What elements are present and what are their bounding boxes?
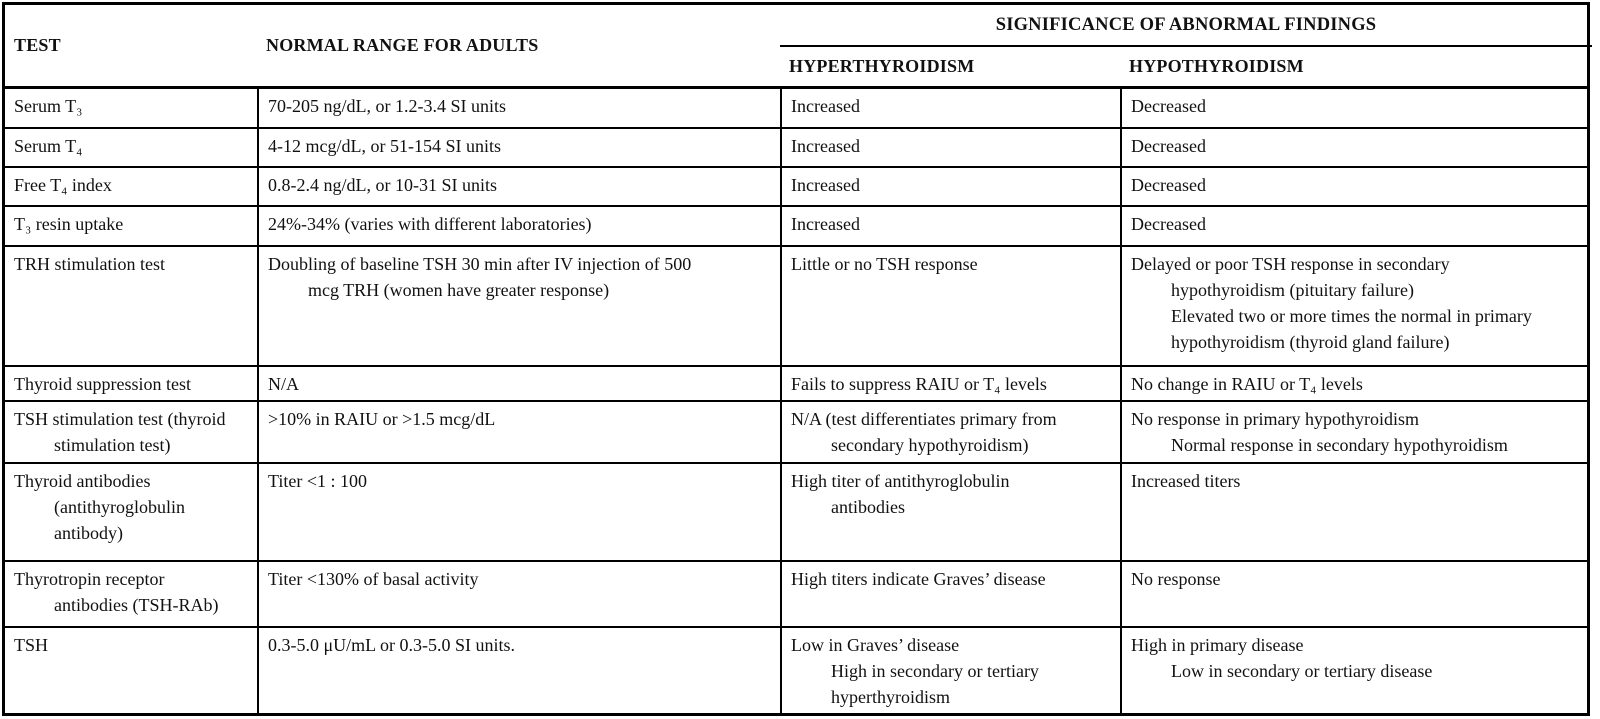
cell-line: T₃ resin uptake — [14, 214, 124, 234]
cell-hyper — [780, 207, 1120, 245]
cell-hypo — [1120, 367, 1587, 400]
cell-line: Thyroid antibodies — [14, 471, 151, 491]
cell-hypo — [1120, 168, 1587, 205]
cell-line: TSH stimulation test (thyroid — [14, 409, 226, 429]
cell-line: TRH stimulation test — [14, 254, 165, 274]
cell-line: Low in secondary or tertiary disease — [1171, 661, 1433, 681]
cell-line: Low in Graves’ disease — [791, 635, 960, 655]
cell-hyper — [780, 168, 1120, 205]
cell-line: >10% in RAIU or >1.5 mcg/dL — [268, 409, 496, 429]
header-significance-group — [780, 5, 1592, 86]
cell-line: High titers indicate Graves’ disease — [791, 569, 1046, 589]
cell-test — [5, 89, 257, 127]
cell-line: mcg TRH (women have greater response) — [308, 280, 610, 300]
cell-line: antibodies — [831, 497, 905, 517]
cell-line: stimulation test) — [54, 435, 171, 455]
header-test-label: TEST — [14, 35, 61, 55]
header-hyperthyroidism-label: HYPERTHYROIDISM — [789, 56, 975, 76]
cell-line: 4-12 mcg/dL, or 51-154 SI units — [268, 136, 501, 156]
cell-test — [5, 402, 257, 462]
table-row — [5, 560, 1587, 626]
cell-normal — [257, 247, 780, 365]
cell-normal — [257, 367, 780, 400]
cell-line: Serum T₄ — [14, 136, 83, 156]
cell-normal — [257, 464, 780, 560]
header-normal-range-label: NORMAL RANGE FOR ADULTS — [266, 35, 539, 55]
cell-test — [5, 168, 257, 205]
cell-hyper — [780, 402, 1120, 462]
header-normal-range-cell — [257, 5, 780, 86]
cell-line: Thyrotropin receptor — [14, 569, 165, 589]
table-row — [5, 127, 1587, 166]
cell-normal — [257, 562, 780, 626]
table-row — [5, 462, 1587, 560]
cell-line: High in secondary or tertiary — [831, 661, 1039, 681]
thyroid-function-tests-table — [2, 2, 1590, 716]
cell-line: secondary hypothyroidism) — [831, 435, 1029, 455]
table-row — [5, 626, 1587, 713]
table-header — [5, 5, 1587, 89]
cell-line: 70-205 ng/dL, or 1.2-3.4 SI units — [268, 96, 506, 116]
cell-hypo — [1120, 628, 1587, 713]
cell-test — [5, 562, 257, 626]
cell-line: High in primary disease — [1131, 635, 1304, 655]
cell-hyper — [780, 464, 1120, 560]
cell-line: Increased — [791, 214, 860, 234]
cell-line: Decreased — [1131, 175, 1206, 195]
table-row — [5, 166, 1587, 205]
cell-hypo — [1120, 89, 1587, 127]
cell-hypo — [1120, 207, 1587, 245]
cell-test — [5, 247, 257, 365]
header-subcolumns — [780, 47, 1592, 86]
cell-line: No change in RAIU or T₄ levels — [1131, 374, 1363, 394]
cell-line: hypothyroidism (thyroid gland failure) — [1171, 332, 1450, 352]
cell-line: N/A — [268, 374, 299, 394]
cell-line: hyperthyroidism — [831, 687, 950, 707]
cell-hyper — [780, 247, 1120, 365]
table-row — [5, 205, 1587, 245]
table-body — [5, 89, 1587, 713]
cell-line: Increased — [791, 96, 860, 116]
cell-line: antibodies (TSH-RAb) — [54, 595, 219, 615]
cell-line: Thyroid suppression test — [14, 374, 191, 394]
cell-line: Decreased — [1131, 96, 1206, 116]
cell-line: Serum T₃ — [14, 96, 83, 116]
cell-line: Titer <130% of basal activity — [268, 569, 479, 589]
cell-normal — [257, 168, 780, 205]
cell-test — [5, 129, 257, 166]
cell-line: High titer of antithyroglobulin — [791, 471, 1010, 491]
cell-line: Decreased — [1131, 214, 1206, 234]
cell-line: Increased titers — [1131, 471, 1241, 491]
cell-line: hypothyroidism (pituitary failure) — [1171, 280, 1414, 300]
cell-hyper — [780, 129, 1120, 166]
cell-hypo — [1120, 247, 1587, 365]
cell-line: Increased — [791, 175, 860, 195]
table-row — [5, 245, 1587, 365]
cell-hyper — [780, 367, 1120, 400]
cell-normal — [257, 402, 780, 462]
cell-test — [5, 464, 257, 560]
cell-normal — [257, 129, 780, 166]
cell-test — [5, 628, 257, 713]
cell-hypo — [1120, 402, 1587, 462]
cell-line: Doubling of baseline TSH 30 min after IV injection of 500 — [268, 254, 692, 274]
cell-line: N/A (test differentiates primary from — [791, 409, 1057, 429]
cell-hyper — [780, 628, 1120, 713]
header-test-cell — [5, 5, 257, 86]
cell-hypo — [1120, 129, 1587, 166]
cell-line: 24%-34% (varies with different laboratories) — [268, 214, 592, 234]
cell-test — [5, 367, 257, 400]
cell-hypo — [1120, 464, 1587, 560]
cell-line: Little or no TSH response — [791, 254, 978, 274]
cell-hypo — [1120, 562, 1587, 626]
table-row — [5, 365, 1587, 400]
cell-hyper — [780, 562, 1120, 626]
table-row — [5, 89, 1587, 127]
cell-normal — [257, 628, 780, 713]
header-significance-label: SIGNIFICANCE OF ABNORMAL FINDINGS — [780, 5, 1592, 47]
cell-line: Delayed or poor TSH response in secondary — [1131, 254, 1450, 274]
cell-normal — [257, 89, 780, 127]
cell-normal — [257, 207, 780, 245]
cell-line: (antithyroglobulin — [54, 497, 185, 517]
cell-line: antibody) — [54, 523, 123, 543]
cell-line: Decreased — [1131, 136, 1206, 156]
cell-line: Increased — [791, 136, 860, 156]
cell-line: Elevated two or more times the normal in primary — [1171, 306, 1532, 326]
cell-line: 0.8-2.4 ng/dL, or 10-31 SI units — [268, 175, 497, 195]
cell-hyper — [780, 89, 1120, 127]
cell-test — [5, 207, 257, 245]
cell-line: 0.3-5.0 μU/mL or 0.3-5.0 SI units. — [268, 635, 515, 655]
cell-line: No response in primary hypothyroidism — [1131, 409, 1419, 429]
cell-line: Titer <1 : 100 — [268, 471, 367, 491]
cell-line: TSH — [14, 635, 49, 655]
cell-line: Normal response in secondary hypothyroidism — [1171, 435, 1508, 455]
cell-line: Fails to suppress RAIU or T₄ levels — [791, 374, 1047, 394]
header-hypothyroidism-label: HYPOTHYROIDISM — [1129, 56, 1304, 76]
cell-line: Free T₄ index — [14, 175, 112, 195]
table-row — [5, 400, 1587, 462]
cell-line: No response — [1131, 569, 1221, 589]
